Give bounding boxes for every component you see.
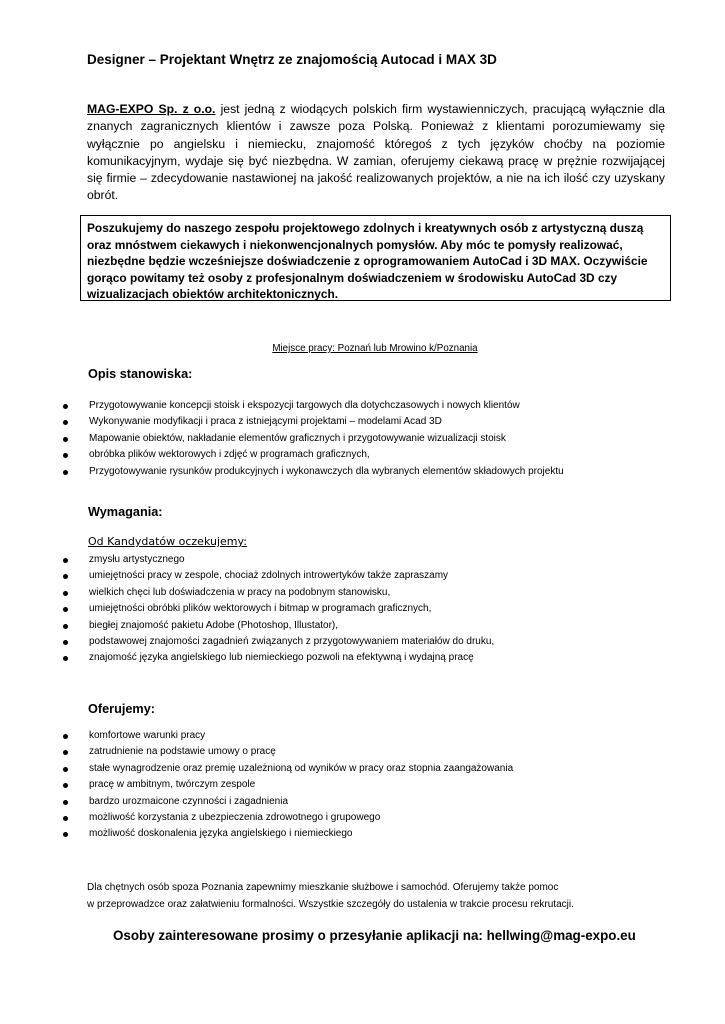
list-item: wielkich chęci lub doświadczenia w pracy na podobnym stanowisku, [0, 585, 494, 601]
bullet-icon [63, 574, 68, 579]
bullet-icon [63, 800, 68, 805]
bullet-icon [63, 591, 68, 596]
intro-text: jest jedną z wiodących polskich firm wystawienniczych, pracującą wyłącznie dla znanych zagranicznych klientów i zawsze poza Polską. Ponieważ z klientami porozumiewamy się wyłącznie po angielsku i niemiecku, znajomość któregoś z tych języków choćby na poziomie komunikacyjnym, wydaje się być niezbędna. W zamian, oferujemy ciekawą pracę w prężnie rozwijającej się firmie – zdecydowanie nastawionej na jakość realizowanych projektów, a nie na ich ilość czy uzyskany obrót. [87, 102, 665, 203]
list-item: zatrudnienie na podstawie umowy o pracę [0, 744, 513, 760]
bullet-icon [63, 437, 68, 442]
list-item: Mapowanie obiektów, nakładanie elementów graficznych i przygotowywanie wizualizacji stoisk [0, 431, 564, 447]
list-item: możliwość doskonalenia języka angielskiego i niemieckiego [0, 826, 513, 842]
bullet-icon [63, 453, 68, 458]
requirements-list [0, 552, 494, 667]
offer-heading: Oferujemy: [88, 702, 155, 716]
bullet-icon [63, 832, 68, 837]
application-call-to-action: Osoby zainteresowane prosimy o przesyłanie aplikacji na: hellwing@mag-expo.eu [113, 928, 636, 943]
closing-note [87, 879, 574, 913]
bullet-icon [63, 767, 68, 772]
work-location: Miejsce pracy: Poznań lub Mrowino k/Poznania [272, 343, 478, 354]
closing-line: w przeprowadzce oraz załatwieniu formalności. Wszystkie szczegóły do ustalenia w trakcie procesu rekrutacji. [87, 899, 574, 910]
description-list [0, 398, 564, 480]
candidate-profile-text: Poszukujemy do naszego zespołu projektowego zdolnych i kreatywnych osób z artystyczną duszą oraz mnóstwem ciekawych i niekonwencjonalnych pomysłów. Aby móc te pomysły realizować, niezbędne będzie wcześniejsze doświadczenie z oprogramowaniem AutoCad i 3D MAX. Oczywiście gorąco powitamy też osoby z profesjonalnym doświadczeniem w środowisku AutoCad 3D czy wizualizacjach obiektów architektonicznych. [87, 221, 648, 301]
bullet-icon [63, 816, 68, 821]
bullet-icon [63, 558, 68, 563]
company-intro [87, 101, 665, 205]
list-item: umiejętności pracy w zespole, chociaż zdolnych introwertyków także zapraszamy [0, 568, 494, 584]
list-item: komfortowe warunki pracy [0, 728, 513, 744]
list-item: Wykonywanie modyfikacji i praca z istniejącymi projektami – modelami Acad 3D [0, 414, 564, 430]
list-item: zmysłu artystycznego [0, 552, 494, 568]
bullet-icon [63, 656, 68, 661]
list-item: umiejętności obróbki plików wektorowych i bitmap w programach graficznych, [0, 601, 494, 617]
bullet-icon [63, 624, 68, 629]
requirements-subheading: Od Kandydatów oczekujemy: [88, 535, 247, 548]
list-item: podstawowej znajomości zagadnień związanych z przygotowywaniem materiałów do druku, [0, 634, 494, 650]
list-item: znajomość języka angielskiego lub niemieckiego pozwoli na efektywną i wydajną pracę [0, 650, 494, 666]
description-heading: Opis stanowiska: [88, 367, 193, 381]
bullet-icon [63, 734, 68, 739]
list-item: biegłej znajomość pakietu Adobe (Photoshop, Illustator), [0, 618, 494, 634]
company-name: MAG-EXPO Sp. z o.o. [87, 102, 216, 116]
bullet-icon [63, 470, 68, 475]
requirements-heading: Wymagania: [88, 505, 163, 519]
list-item: Przygotowywanie rysunków produkcyjnych i wykonawczych dla wybranych elementów składowych projektu [0, 464, 564, 480]
list-item: pracę w ambitnym, twórczym zespole [0, 777, 513, 793]
list-item: obróbka plików wektorowych i zdjęć w programach graficznych, [0, 447, 564, 463]
bullet-icon [63, 607, 68, 612]
bullet-icon [63, 404, 68, 409]
list-item: bardzo urozmaicone czynności i zagadnienia [0, 794, 513, 810]
candidate-profile-box [80, 215, 671, 301]
bullet-icon [63, 420, 68, 425]
bullet-icon [63, 783, 68, 788]
posting-title: Designer – Projektant Wnętrz ze znajomością Autocad i MAX 3D [87, 52, 497, 67]
bullet-icon [63, 750, 68, 755]
offer-list [0, 728, 513, 843]
list-item: stałe wynagrodzenie oraz premię uzależnioną od wyników w pracy oraz stopnia zaangażowania [0, 761, 513, 777]
list-item: możliwość korzystania z ubezpieczenia zdrowotnego i grupowego [0, 810, 513, 826]
bullet-icon [63, 640, 68, 645]
list-item: Przygotowywanie koncepcji stoisk i ekspozycji targowych dla dotychczasowych i nowych klientów [0, 398, 564, 414]
closing-line: Dla chętnych osób spoza Poznania zapewnimy mieszkanie służbowe i samochód. Oferujemy także pomoc [87, 882, 559, 893]
